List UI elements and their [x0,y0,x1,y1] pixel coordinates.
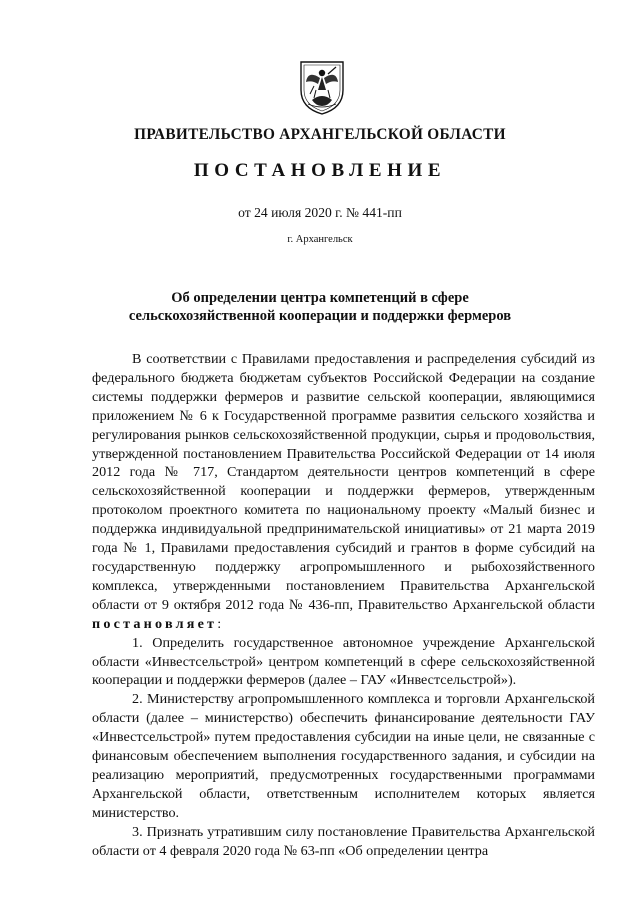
date-and-number: от 24 июля 2020 г. № 441-пп [238,205,402,220]
subject-line-2: сельскохозяйственной кооперации и поддержки фермеров [128,308,512,324]
clause-2: 2. Министерству агропромышленного комплекса и торговли Архангельской области (далее – министерство) обеспечить финансирование деятельности ГАУ «Инвестсельстрой» путем предоставления субсидии на иные цели, не связанные с финансовым обеспечением выполнения государственного задания, и субсидии на реализацию мероприятий, предусмотренных государственными программами Архангельской области, ответственным исполнителем которых является министерство. [92,691,595,821]
document-subject [0,289,640,325]
clause-3: 3. Признать утратившим силу постановление Правительства Архангельской области от 4 февраля 2020 года № 63-пп «Об определении центра [92,823,595,859]
preamble-paragraph: В соответствии с Правилами предоставления и распределения субсидий из федерального бюджета бюджетам субъектов Российской Федерации на создание системы поддержки фермеров и развитие сельской кооперации, являющимися приложением № 6 к Государственной программе развития сельского хозяйства и регулирования рынков сельскохозяйственной продукции, сырья и продовольствия, утвержденной постановлением Правительства Российской Федерации от 14 июля 2012 года № 717, Стандартом деятельности центров компетенций в сфере сельскохозяйственной кооперации и поддержки фермеров, утвержденным протоколом проектного комитета по национальному проекту «Малый бизнес и поддержка индивидуальной предпринимательской инициативы» от 21 марта 2019 года № 1, Правилами предоставления субсидий и грантов в форме субсидий на государственную поддержку агропромышленного и рыбохозяйственного комплекса, утвержденными постановлением Правительства Архангельской области от 9 октября 2012 года № 436-пп, Правительство Архангельской области постановляет: [92,351,595,632]
archangel-coat-of-arms-icon [298,60,346,116]
city: г. Архангельск [287,234,353,245]
government-title: ПРАВИТЕЛЬСТВО АРХАНГЕЛЬСКОЙ ОБЛАСТИ [134,126,506,143]
resolves-word: постановляет [92,615,218,632]
preamble-text: В соответствии с Правилами предоставления и распределения субсидий из федерального бюджета бюджетам субъектов Российской Федерации на создание системы поддержки фермеров и развитие сельской кооперации, являющимися приложением № 6 к Государственной программе развития сельского хозяйства и регулирования рынков сельскохозяйственной продукции, сырья и продовольствия, утвержденной постановлением Правительства Российской Федерации от 14 июля 2012 года № 717, Стандартом деятельности центров компетенций в сфере сельскохозяйственной кооперации и поддержки фермеров, утвержденным протоколом проектного комитета по национальному проекту «Малый бизнес и поддержка индивидуальной предпринимательской инициативы» от 21 марта 2019 года № 1, Правилами предоставления субсидий и грантов в форме субсидий на государственную поддержку агропромышленного и рыбохозяйственного комплекса, утвержденными постановлением Правительства Архангельской области от 9 октября 2012 года № 436-пп, Правительство Архангельской области [92,351,595,613]
document-type: ПОСТАНОВЛЕНИЕ [193,160,447,181]
clause-1: 1. Определить государственное автономное учреждение Архангельской области «Инвестсельстрой» центром компетенций в сфере сельскохозяйственной кооперации и поддержки фермеров (далее – ГАУ «Инвестсельстрой»). [92,634,595,689]
document-body [92,350,595,860]
subject-line-1: Об определении центра компетенций в сфере [171,290,469,306]
